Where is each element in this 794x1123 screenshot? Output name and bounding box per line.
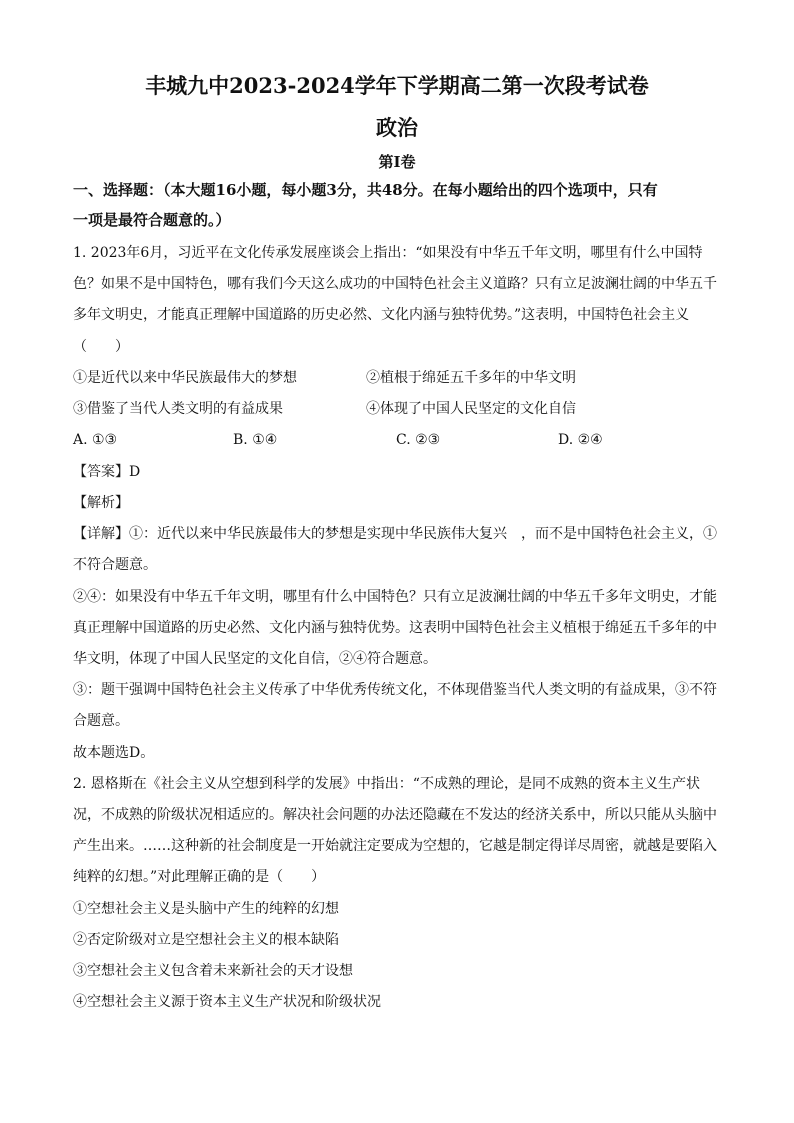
q1-option-b: B. ①④ <box>233 432 278 448</box>
q2-item-2: ②否定阶级对立是空想社会主义的根本缺陷 <box>73 932 339 948</box>
q2-item-3: ③空想社会主义包含着未来新社会的天才设想 <box>73 963 353 979</box>
q1-detail-line: ③：题干强调中国特色社会主义传承了中华优秀传统文化，不体现借鉴当代人类文明的有益成果，③不符 <box>73 682 717 698</box>
q1-detail-line: ②④：如果没有中华五千年文明，哪里有什么中国特色？只有立足波澜壮阔的中华五千多年文明史，才能 <box>73 589 717 605</box>
q1-detail-line: 不符合题意。 <box>73 557 157 573</box>
q1-detail-line: 合题意。 <box>73 713 129 729</box>
q2-stem-line: 况，不成熟的阶级状况相适应的。解决社会问题的办法还隐藏在不发达的经济关系中，所以只能从头脑中 <box>73 807 717 823</box>
q1-stem-line: 多年文明史，才能真正理解中国道路的历史必然、文化内涵与独特优势。”这表明，中国特色社会主义 <box>73 307 690 323</box>
section-heading-line-1: 一、选择题：（本大题16小题，每小题3分，共48分。在每小题给出的四个选项中，只有 <box>73 181 658 199</box>
q1-item-2: ②植根于绵延五千多年的中华文明 <box>366 370 576 386</box>
answer-value: D <box>129 464 141 480</box>
q1-item-4: ④体现了中国人民坚定的文化自信 <box>366 401 576 417</box>
q2-stem-line: 2. 恩格斯在《社会主义从空想到科学的发展》中指出：“不成熟的理论，是同不成熟的资本主义生产状 <box>73 776 700 792</box>
answer-label: 【答案】 <box>73 464 129 480</box>
q2-stem-line: 纯粹的幻想。”对此理解正确的是（ ） <box>73 869 326 885</box>
q1-detail-line: 故本题选D。 <box>73 745 155 761</box>
q1-stem-line: 色？如果不是中国特色，哪有我们今天这么成功的中国特色社会主义道路？只有立足波澜壮阔的中华五千 <box>73 276 717 292</box>
exam-title: 丰城九中2023-2024学年下学期高二第一次段考试卷 <box>145 73 649 98</box>
q1-analysis-label: 【解析】 <box>73 495 129 511</box>
section-heading-line-2: 一项是最符合题意的。） <box>73 211 231 229</box>
q1-item-3: ③借鉴了当代人类文明的有益成果 <box>73 401 283 417</box>
q1-item-1: ①是近代以来中华民族最伟大的梦想 <box>73 370 297 386</box>
subject-title: 政治 <box>376 115 418 140</box>
q1-stem-line: 1. 2023年6月，习近平在文化传承发展座谈会上指出：“如果没有中华五千年文明，哪里有什么中国特 <box>73 245 703 261</box>
q1-option-a: A. ①③ <box>73 432 118 448</box>
q1-option-c: C. ②③ <box>396 432 441 448</box>
q1-option-d: D. ②④ <box>558 432 603 448</box>
q1-detail-line: 华文明，体现了中国人民坚定的文化自信，②④符合题意。 <box>73 651 437 667</box>
q1-detail-line: 【详解】①：近代以来中华民族最伟大的梦想是实现中华民族伟大复兴 ，而不是中国特色社会主义，① <box>73 526 717 542</box>
q2-stem-line: 产生出来。……这种新的社会制度是一开始就注定要成为空想的，它越是制定得详尽周密，就越是要陷入 <box>73 838 717 854</box>
q2-item-4: ④空想社会主义源于资本主义生产状况和阶级状况 <box>73 994 381 1010</box>
q2-item-1: ①空想社会主义是头脑中产生的纯粹的幻想 <box>73 901 339 917</box>
q1-stem-line: （ ） <box>73 339 129 355</box>
q1-detail-line: 真正理解中国道路的历史必然、文化内涵与独特优势。这表明中国特色社会主义植根于绵延五千多年的中 <box>73 620 717 636</box>
volume-title: 第Ⅰ卷 <box>378 153 416 171</box>
q1-answer <box>73 462 140 482</box>
